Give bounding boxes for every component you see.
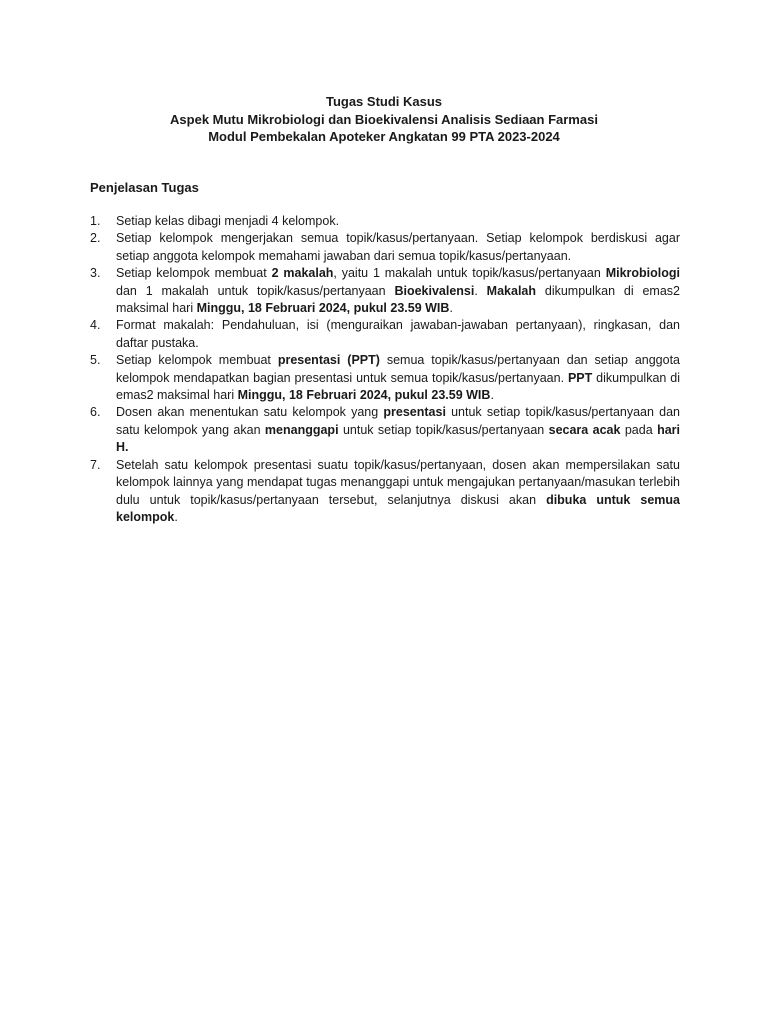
text-segment: .: [449, 301, 453, 316]
emphasized-text: Mikrobiologi: [605, 266, 680, 281]
list-item-number: 6.: [90, 405, 101, 420]
text-segment: , yaitu 1 makalah untuk topik/kasus/pertanyaan: [333, 266, 606, 281]
task-list: [90, 213, 680, 526]
list-item-text: [116, 405, 680, 454]
list-item-number: 3.: [90, 266, 101, 281]
text-segment: dikumpulkan di emas2 maksimal hari: [116, 370, 680, 403]
section-heading: Penjelasan Tugas: [90, 180, 199, 195]
emphasized-text: PPT: [567, 370, 593, 385]
list-item-text: [116, 458, 680, 524]
list-item-text: [116, 231, 680, 262]
title-line-3: Modul Pembekalan Apoteker Angkatan 99 PTA 2023-2024: [208, 129, 560, 144]
emphasized-text: Minggu, 18 Februari 2024, pukul 23.59 WIB: [237, 388, 491, 403]
document-title-block: [0, 93, 768, 146]
list-item-text: [116, 353, 680, 402]
emphasized-text: presentasi: [383, 405, 446, 420]
emphasized-text: Makalah: [486, 283, 537, 298]
text-segment: Setelah satu kelompok presentasi suatu topik/kasus/pertanyaan, dosen akan mempersilakan satu kelompok lainnya yang mendapat tugas menanggapi untuk mengajukan pertanyaan/masukan terlebih dulu untuk topik/kasus/pertanyaan tersebut, selanjutnya diskusi akan: [116, 457, 680, 507]
list-item-number: 7.: [90, 457, 101, 472]
list-item-number: 1.: [90, 214, 101, 228]
list-item-text: [116, 318, 680, 349]
text-segment: Setiap kelompok membuat: [116, 266, 272, 281]
emphasized-text: presentasi (PPT): [277, 353, 380, 368]
text-segment: untuk setiap topik/kasus/pertanyaan dan satu kelompok yang akan: [116, 405, 681, 437]
emphasized-text: Minggu, 18 Februari 2024, pukul 23.59 WIB: [196, 301, 450, 316]
emphasized-text: menanggapi: [264, 422, 339, 437]
text-segment: .: [174, 509, 178, 524]
list-item: [90, 230, 680, 265]
emphasized-text: hari H.: [116, 422, 680, 455]
list-item: [90, 457, 680, 527]
text-segment: dan 1 makalah untuk topik/kasus/pertanyaan: [116, 283, 395, 298]
text-segment: semua topik/kasus/pertanyaan dan setiap anggota kelompok mendapatkan bagian presentasi untuk semua topik/kasus/pertanyaan.: [116, 353, 681, 385]
list-item: [90, 404, 680, 456]
text-segment: .: [490, 388, 494, 403]
list-item-number: 4.: [90, 318, 101, 333]
text-segment: Dosen akan menentukan satu kelompok yang: [116, 405, 384, 420]
emphasized-text: Bioekivalensi: [394, 283, 475, 298]
list-item-number: 5.: [90, 353, 101, 368]
list-item: [90, 265, 680, 317]
title-line-1: Tugas Studi Kasus: [325, 94, 443, 109]
list-item: [90, 213, 680, 230]
text-segment: Setiap kelas dibagi menjadi 4 kelompok.: [116, 214, 340, 228]
emphasized-text: dibuka untuk semua kelompok: [116, 492, 681, 524]
emphasized-text: 2 makalah: [271, 266, 334, 281]
title-line-2: Aspek Mutu Mikrobiologi dan Bioekivalensi Analisis Sediaan Farmasi: [170, 111, 598, 127]
list-item-text: [116, 214, 339, 228]
text-segment: dikumpulkan di emas2 maksimal hari: [116, 283, 680, 316]
list-item: [90, 317, 680, 352]
list-item-number: 2.: [90, 231, 101, 246]
text-segment: Setiap kelompok membuat: [116, 353, 278, 368]
text-segment: Setiap kelompok mengerjakan semua topik/kasus/pertanyaan. Setiap kelompok berdiskusi agar setiap anggota kelompok memahami jawaban dari semua topik/kasus/pertanyaan.: [116, 231, 680, 263]
list-item: [90, 352, 680, 404]
text-segment: .: [474, 283, 487, 298]
text-segment: Format makalah: Pendahuluan, isi (menguraikan jawaban-jawaban pertanyaan), ringkasan, dan daftar pustaka.: [116, 318, 680, 350]
text-segment: pada: [620, 422, 658, 437]
text-segment: untuk setiap topik/kasus/pertanyaan: [338, 422, 549, 437]
list-item-text: [116, 266, 680, 315]
emphasized-text: secara acak: [548, 422, 621, 437]
